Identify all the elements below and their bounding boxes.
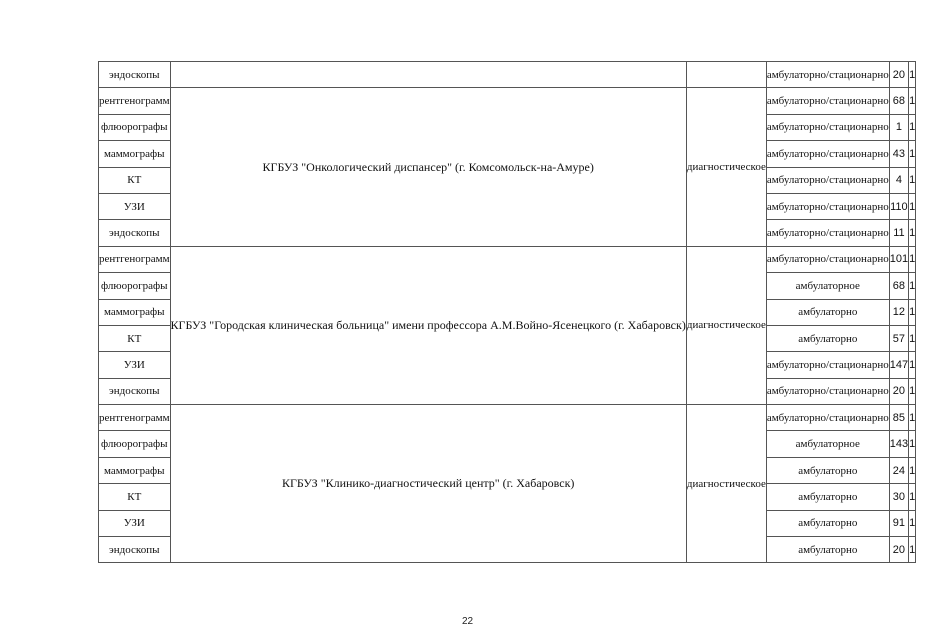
activity-type-cell: диагностическое [686, 405, 766, 563]
organization-cell: КГБУЗ "Городская клиническая больница" имени профессора А.М.Войно-Ясенецкого (г. Хабаровск) [170, 246, 686, 404]
service-mode-cell: амбулаторно [766, 510, 889, 536]
service-mode-cell: амбулаторно/стационарно [766, 352, 889, 378]
count-cell: 43 [889, 141, 908, 167]
service-mode-cell: амбулаторное [766, 431, 889, 457]
modality-cell: УЗИ [99, 352, 171, 378]
count-cell: 85 [889, 405, 908, 431]
organization-cell [170, 62, 686, 88]
service-mode-cell: амбулаторно/стационарно [766, 62, 889, 88]
modality-cell: маммографы [99, 141, 171, 167]
modality-cell: КТ [99, 325, 171, 351]
count-cell: 12 [889, 299, 908, 325]
modality-cell: флюорографы [99, 114, 171, 140]
service-mode-cell: амбулаторно/стационарно [766, 220, 889, 246]
value-cell: 1 [909, 88, 916, 114]
modality-cell: маммографы [99, 457, 171, 483]
table-row [99, 405, 916, 431]
count-cell: 57 [889, 325, 908, 351]
service-mode-cell: амбулаторное [766, 273, 889, 299]
value-cell: 1 [909, 431, 916, 457]
service-mode-cell: амбулаторно/стационарно [766, 405, 889, 431]
value-cell: 1 [909, 352, 916, 378]
value-cell: 1 [909, 537, 916, 563]
count-cell: 20 [889, 62, 908, 88]
service-mode-cell: амбулаторно/стационарно [766, 141, 889, 167]
value-cell: 1 [909, 405, 916, 431]
count-cell: 1 [889, 114, 908, 140]
count-cell: 11 [889, 220, 908, 246]
value-cell: 1 [909, 220, 916, 246]
modality-cell: флюорографы [99, 273, 171, 299]
count-cell: 147 [889, 352, 908, 378]
activity-type-cell: диагностическое [686, 88, 766, 246]
organization-cell: КГБУЗ "Онкологический диспансер" (г. Комсомольск-на-Амуре) [170, 88, 686, 246]
table-row [99, 88, 916, 114]
count-cell: 20 [889, 378, 908, 404]
count-cell: 20 [889, 537, 908, 563]
modality-cell: эндоскопы [99, 537, 171, 563]
service-mode-cell: амбулаторно/стационарно [766, 88, 889, 114]
count-cell: 101 [889, 246, 908, 272]
activity-type-cell: диагностическое [686, 246, 766, 404]
service-mode-cell: амбулаторно [766, 537, 889, 563]
modality-cell: УЗИ [99, 193, 171, 219]
page-number: 22 [461, 616, 474, 627]
service-mode-cell: амбулаторно/стационарно [766, 246, 889, 272]
count-cell: 91 [889, 510, 908, 536]
count-cell: 110 [889, 193, 908, 219]
value-cell: 1 [909, 273, 916, 299]
value-cell: 1 [909, 141, 916, 167]
value-cell: 1 [909, 299, 916, 325]
value-cell: 1 [909, 325, 916, 351]
service-mode-cell: амбулаторно [766, 299, 889, 325]
service-mode-cell: амбулаторно/стационарно [766, 193, 889, 219]
equipment-table [98, 61, 916, 563]
modality-cell: эндоскопы [99, 62, 171, 88]
modality-cell: рентгенограмм [99, 88, 171, 114]
modality-cell: рентгенограмм [99, 246, 171, 272]
service-mode-cell: амбулаторно [766, 484, 889, 510]
service-mode-cell: амбулаторно/стационарно [766, 114, 889, 140]
modality-cell: КТ [99, 167, 171, 193]
value-cell: 1 [909, 484, 916, 510]
count-cell: 143 [889, 431, 908, 457]
modality-cell: КТ [99, 484, 171, 510]
value-cell: 1 [909, 457, 916, 483]
activity-type-cell [686, 62, 766, 88]
service-mode-cell: амбулаторно/стационарно [766, 378, 889, 404]
modality-cell: маммографы [99, 299, 171, 325]
modality-cell: флюорографы [99, 431, 171, 457]
value-cell: 1 [909, 193, 916, 219]
modality-cell: УЗИ [99, 510, 171, 536]
modality-cell: рентгенограмм [99, 405, 171, 431]
service-mode-cell: амбулаторно/стационарно [766, 167, 889, 193]
value-cell: 1 [909, 167, 916, 193]
table-row [99, 246, 916, 272]
modality-cell: эндоскопы [99, 220, 171, 246]
modality-cell: эндоскопы [99, 378, 171, 404]
count-cell: 68 [889, 88, 908, 114]
count-cell: 68 [889, 273, 908, 299]
table-body [99, 62, 916, 563]
value-cell: 1 [909, 246, 916, 272]
service-mode-cell: амбулаторно [766, 325, 889, 351]
table-row [99, 62, 916, 88]
count-cell: 30 [889, 484, 908, 510]
count-cell: 4 [889, 167, 908, 193]
value-cell: 1 [909, 378, 916, 404]
value-cell: 1 [909, 510, 916, 536]
service-mode-cell: амбулаторно [766, 457, 889, 483]
value-cell: 1 [909, 114, 916, 140]
count-cell: 24 [889, 457, 908, 483]
organization-cell: КГБУЗ "Клинико-диагностический центр" (г. Хабаровск) [170, 405, 686, 563]
value-cell: 1 [909, 62, 916, 88]
